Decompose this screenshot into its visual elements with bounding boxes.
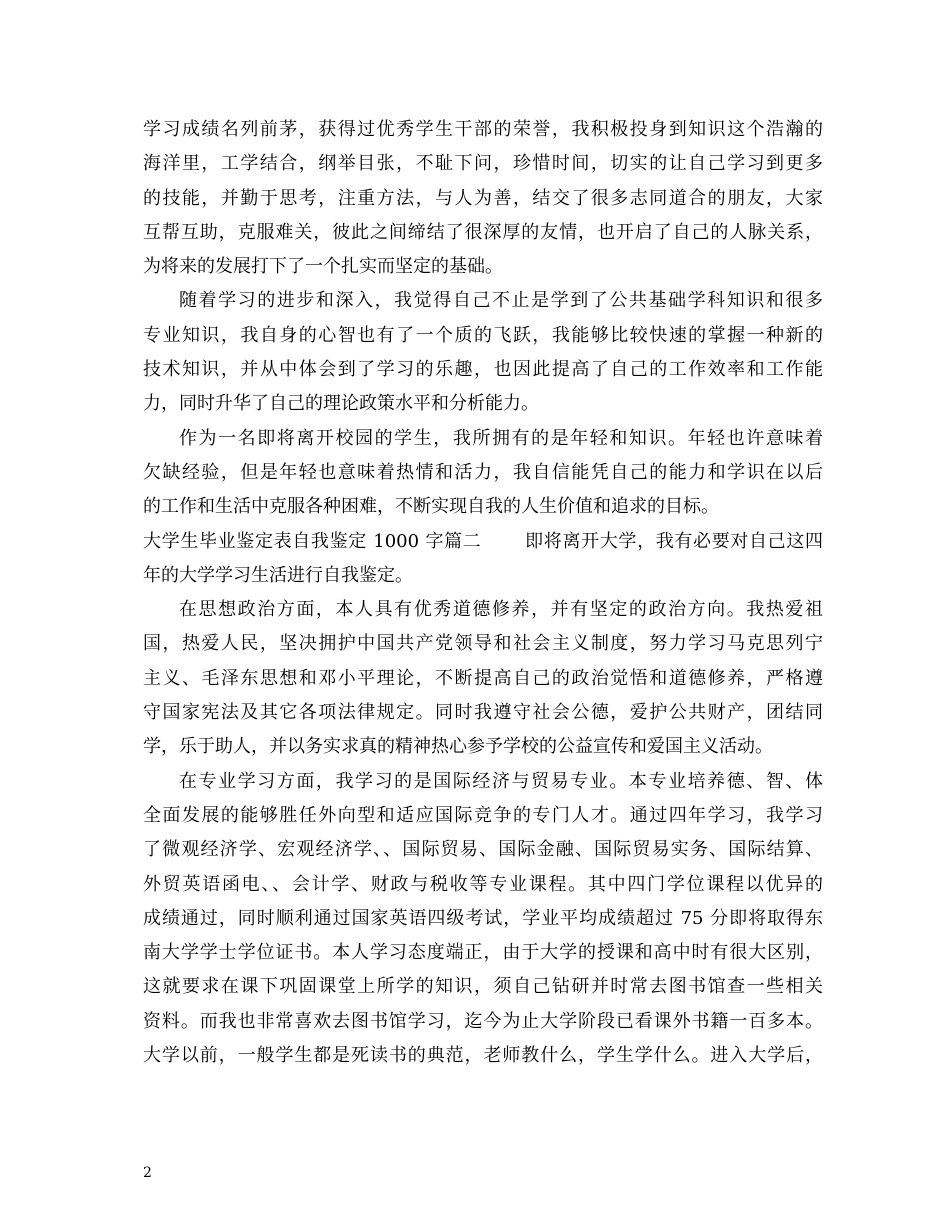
text-line: 海洋里，工学结合，纲举目张，不耻下问，珍惜时间，切实的让自己学习到更多 — [143, 153, 823, 175]
text-line: 的工作和生活中克服各种困难，不断实现自我的人生价值和追求的目标。 — [143, 496, 719, 518]
text-line: 了微观经济学、宏观经济学、、国际贸易、国际金融、国际贸易实务、国际结算、 — [143, 839, 823, 861]
text-line: 在专业学习方面，我学习的是国际经济与贸易专业。本专业培养德、智、体 — [179, 770, 823, 792]
text-line: 全面发展的能够胜任外向型和适应国际竞争的专门人才。通过四年学习，我学习 — [143, 804, 823, 826]
text-line: 专业知识，我自身的心智也有了一个质的飞跃，我能够比较快速的掌握一种新的 — [143, 324, 823, 346]
text-line: 学习成绩名列前茅，获得过优秀学生干部的荣誉，我积极投身到知识这个浩瀚的 — [143, 119, 823, 140]
text-line: 的技能，并勤于思考，注重方法，与人为善，结交了很多志同道合的朋友，大家 — [143, 187, 823, 209]
page-number: 2 — [143, 1165, 152, 1181]
text-line: 大学以前，一般学生都是死读书的典范，老师教什么，学生学什么。进入大学后， — [143, 1045, 823, 1067]
text-line: 学，乐于助人，并以务实求真的精神热心参予学校的公益宣传和爱国主义活动。 — [143, 736, 773, 758]
text-line: 互帮互助，克服难关，彼此之间缔结了很深厚的友情，也开启了自己的人脉关系， — [143, 221, 823, 243]
text-line: 年的大学学习生活进行自我鉴定。 — [143, 564, 413, 586]
body-text — [143, 113, 823, 1073]
text-line: 国，热爱人民，坚决拥护中国共产党领导和社会主义制度，努力学习马克思列宁 — [143, 633, 823, 655]
text-line: 南大学学士学位证书。本人学习态度端正，由于大学的授课和高中时有很大区别， — [143, 942, 823, 964]
text-line: 外贸英语函电、、会计学、财政与税收等专业课程。其中四门学位课程以优异的 — [143, 873, 823, 895]
text-line: 作为一名即将离开校园的学生，我所拥有的是年轻和知识。年轻也许意味着 — [179, 427, 823, 449]
text-line: 这就要求在课下巩固课堂上所学的知识，须自己钻研并时常去图书馆查一些相关 — [143, 976, 823, 998]
text-line: 力，同时升华了自己的理论政策水平和分析能力。 — [143, 393, 539, 415]
text-line: 在思想政治方面，本人具有优秀道德修养，并有坚定的政治方向。我热爱祖 — [179, 599, 823, 621]
text-line: 欠缺经验，但是年轻也意味着热情和活力，我自信能凭自己的能力和学识在以后 — [143, 461, 823, 483]
text-line: 随着学习的进步和深入，我觉得自己不止是学到了公共基础学科知识和很多 — [179, 290, 823, 312]
text-line: 主义、毛泽东思想和邓小平理论，不断提高自己的政治觉悟和道德修养，严格遵 — [143, 667, 823, 689]
text-line: 成绩通过，同时顺利通过国家英语四级考试，学业平均成绩超过 75 分即将取得东 — [143, 907, 823, 929]
text-line: 守国家宪法及其它各项法律规定。同时我遵守社会公德，爱护公共财产，团结同 — [143, 702, 823, 724]
text-line: 大学生毕业鉴定表自我鉴定 1000 字篇二 即将离开大学，我有必要对自己这四 — [143, 530, 823, 552]
text-line: 资料。而我也非常喜欢去图书馆学习，迄今为止大学阶段已看课外书籍一百多本。 — [143, 1010, 823, 1032]
text-line: 技术知识，并从中体会到了学习的乐趣，也因此提高了自己的工作效率和工作能 — [143, 359, 823, 381]
text-line: 为将来的发展打下了一个扎实而坚定的基础。 — [143, 256, 503, 278]
